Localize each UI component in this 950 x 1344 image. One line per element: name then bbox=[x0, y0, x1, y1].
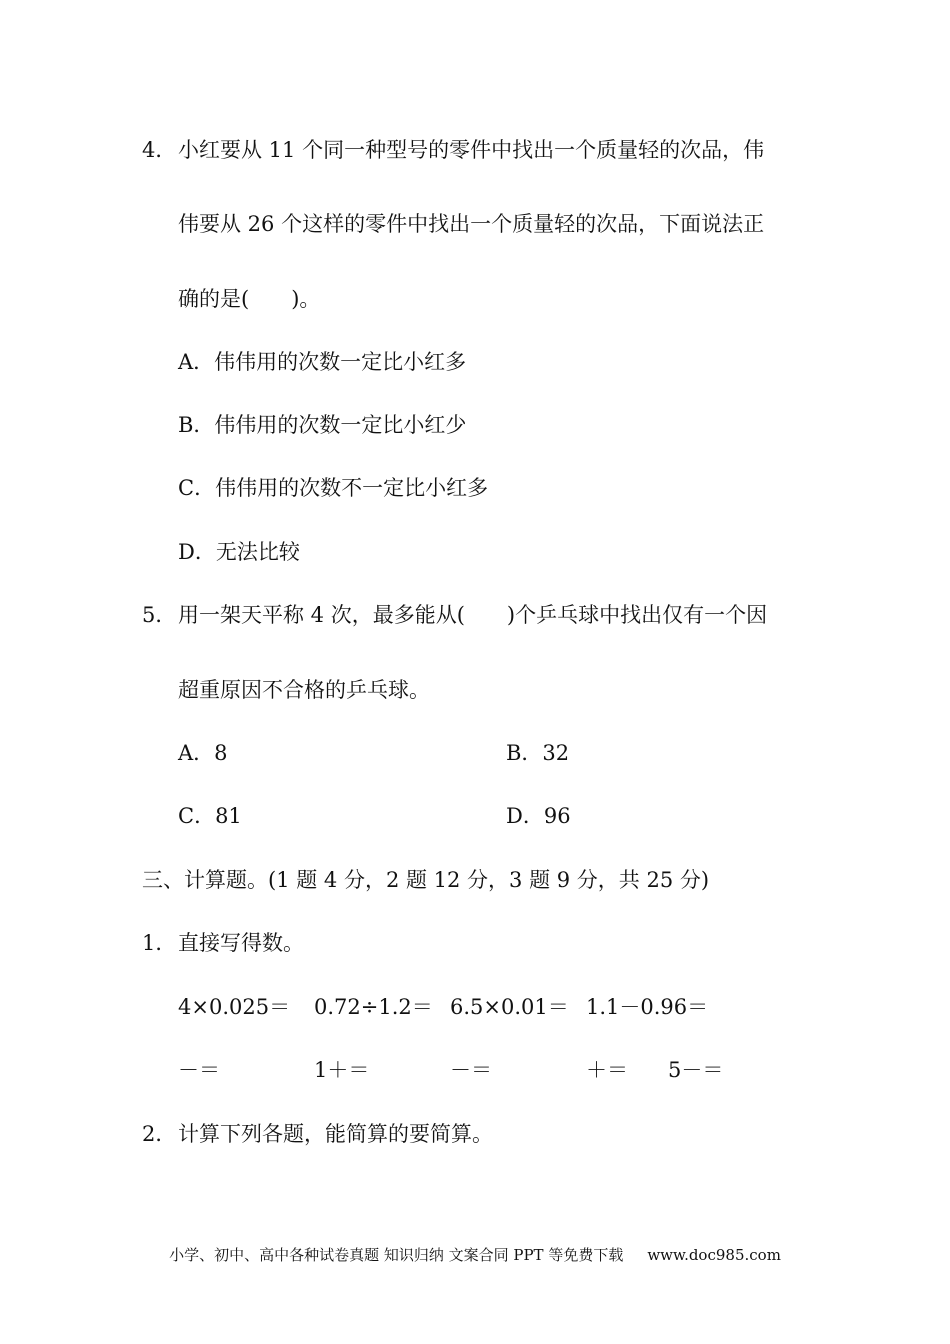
q4-option-d: D．无法比较 bbox=[178, 540, 300, 564]
calc-item: －＝ bbox=[450, 1058, 492, 1082]
calc-item: ＋＝ bbox=[586, 1058, 628, 1082]
s3-q1-text: 直接写得数。 bbox=[178, 931, 304, 955]
q4-number: 4． bbox=[142, 138, 177, 162]
calc-item: 0.72÷1.2＝ bbox=[314, 995, 433, 1019]
page-footer bbox=[0, 1244, 950, 1265]
q4-option-b: B．伟伟用的次数一定比小红少 bbox=[178, 413, 467, 437]
q4-line-1: 小红要从 11 个同一种型号的零件中找出一个质量轻的次品，伟 bbox=[178, 138, 765, 162]
q4-option-a: A．伟伟用的次数一定比小红多 bbox=[178, 350, 467, 374]
q4-option-c: C．伟伟用的次数不一定比小红多 bbox=[178, 476, 489, 500]
q5-option-c: C．81 bbox=[178, 804, 242, 828]
footer-url[interactable]: www.doc985.com bbox=[647, 1246, 781, 1264]
q5-option-b: B．32 bbox=[506, 741, 570, 765]
q5-option-d: D．96 bbox=[506, 804, 571, 828]
q4-line-2: 伟要从 26 个这样的零件中找出一个质量轻的次品，下面说法正 bbox=[178, 212, 765, 236]
calc-item: 1.1－0.96＝ bbox=[586, 995, 709, 1019]
q5-line-1: 用一架天平称 4 次，最多能从( )个乒乓球中找出仅有一个因 bbox=[178, 603, 768, 627]
calc-item: 6.5×0.01＝ bbox=[450, 995, 569, 1019]
s3-q1-number: 1． bbox=[142, 931, 177, 955]
s3-q2-text: 计算下列各题，能简算的要简算。 bbox=[178, 1122, 493, 1146]
q4-line-3: 确的是( )。 bbox=[178, 287, 321, 311]
calc-item: －＝ bbox=[178, 1058, 220, 1082]
calc-item: 4×0.025＝ bbox=[178, 995, 291, 1019]
calc-item: 1＋＝ bbox=[314, 1058, 370, 1082]
q5-option-a: A．8 bbox=[178, 741, 228, 765]
calc-item: 5－＝ bbox=[668, 1058, 724, 1082]
s3-q2-number: 2． bbox=[142, 1122, 177, 1146]
q5-line-2: 超重原因不合格的乒乓球。 bbox=[178, 678, 430, 702]
q5-number: 5． bbox=[142, 603, 177, 627]
footer-text: 小学、初中、高中各种试卷真题 知识归纳 文案合同 PPT 等免费下载 bbox=[169, 1246, 624, 1264]
section-3-heading: 三、计算题。(1 题 4 分，2 题 12 分，3 题 9 分，共 25 分) bbox=[142, 868, 710, 892]
